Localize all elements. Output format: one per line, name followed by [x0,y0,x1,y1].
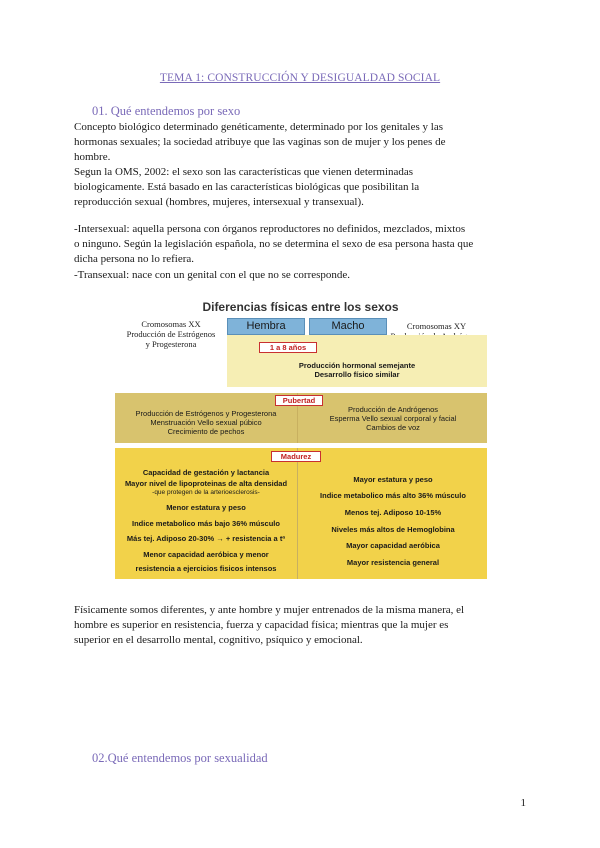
text-line: hormonas sexuales; la sociedad atribuye que las vaginas son de mujer y los penes de [74,136,446,149]
maturity-male-line: Mayor capacidad aeróbica [346,541,440,550]
maturity-female-line: Menor estatura y peso [166,503,246,512]
puberty-female-line: Menstruación Vello sexual púbico [150,418,262,427]
text-line: Segun la OMS, 2002: el sexo son las características que vienen determinadas [74,166,414,178]
puberty-male-line: Producción de Andrógenos [347,405,439,414]
maturity-male-line: Mayor resistencia general [346,558,440,567]
note-female-chromosomes [113,319,229,349]
text-line: hombre es superior en resistencia, fuerza y capacidad física; mientras que la mujer es [74,619,449,632]
document-title: TEMA 1: CONSTRUCCIÓN Y DESIGUALDAD SOCIAL [159,72,441,84]
maturity-female-line: Mayor nivel de lipoproteinas de alta densidad [124,479,288,488]
puberty-female-line: Crecimiento de pechos [167,427,245,436]
maturity-female-line: -que protegen de la arterioesclerosis- [152,489,260,496]
maturity-female-line: resistencia a ejercicios fisicos intensos [135,564,277,573]
childhood-line: Desarrollo físico similar [314,370,400,379]
tag-maturity: Madurez [271,451,321,462]
text-line: hombre. [74,151,111,164]
puberty-male-line: Esperma Vello sexual corporal y facial [329,414,457,423]
childhood-line: Producción hormonal semejante [298,361,416,370]
page-number: 1 [520,797,526,809]
section-heading-sexualidad: 02.Qué entendemos por sexualidad [92,751,268,765]
paragraph-concept [74,120,530,166]
note-line: Producción de Estrógenos [126,329,216,339]
text-line: biologicamente. Está basado en las características biológicas que posibilitan la [74,181,420,194]
text-line: -Intersexual: aquella persona con órganos reproductores no definidos, mezclados, mixtos [74,223,466,235]
header-female: Hembra [227,318,305,335]
text-line: superior en el desarrollo mental, cognitivo, psíquico y emocional. [74,634,363,647]
maturity-male-line: Niveles más altos de Hemoglobina [331,525,455,534]
paragraph-intersexual [74,222,530,283]
section-heading-sexo: 01. Qué entendemos por sexo [92,104,241,118]
note-line: Cromosomas XY [406,321,467,331]
puberty-female-line: Producción de Estrógenos y Progesterona [135,409,277,418]
physical-differences-figure [113,297,488,585]
maturity-male-line: Indice metabolico más alto 36% músculo [320,491,466,500]
tag-puberty: Pubertad [275,395,323,406]
text-line: o ninguno. Según la legislación española, no se determina el sexo de esa persona hasta que [74,238,474,251]
maturity-male-line: Mayor estatura y peso [353,475,433,484]
maturity-female-line: Menor capacidad aeróbica y menor [143,550,269,559]
maturity-divider [297,448,298,579]
header-male: Macho [309,318,387,335]
note-line: Cromosomas XX [141,319,201,329]
puberty-female [117,409,295,436]
puberty-male [301,405,485,432]
figure-title: Diferencias físicas entre los sexos [202,300,399,314]
maturity-female-line: Indice metabolico más bajo 36% músculo [132,519,280,528]
text-line: -Transexual: nace con un genital con el que no se corresponde. [74,268,351,281]
tag-childhood: 1 a 8 años [259,342,317,353]
text-line: dicha persona no lo refiera. [74,253,195,266]
note-line: y Progesterona [145,339,197,349]
paragraph-oms [74,165,530,211]
maturity-male-line: Menos tej. Adiposo 10-15% [344,508,442,517]
text-line: reproducción sexual (hombres, mujeres, intersexual y transexual). [74,196,364,209]
maturity-female-line: Más tej. Adiposo 20-30% → + resistencia a tª [126,534,286,543]
text-line: Concepto biológico determinado genéticamente, determinado por los genitales y las [74,121,443,133]
maturity-female-line: Capacidad de gestación y lactancia [142,468,270,477]
text-line: Físicamente somos diferentes, y ante hombre y mujer entrenados de la misma manera, el [74,604,465,616]
paragraph-conclusion [74,603,530,649]
puberty-male-line: Cambios de voz [366,423,420,432]
